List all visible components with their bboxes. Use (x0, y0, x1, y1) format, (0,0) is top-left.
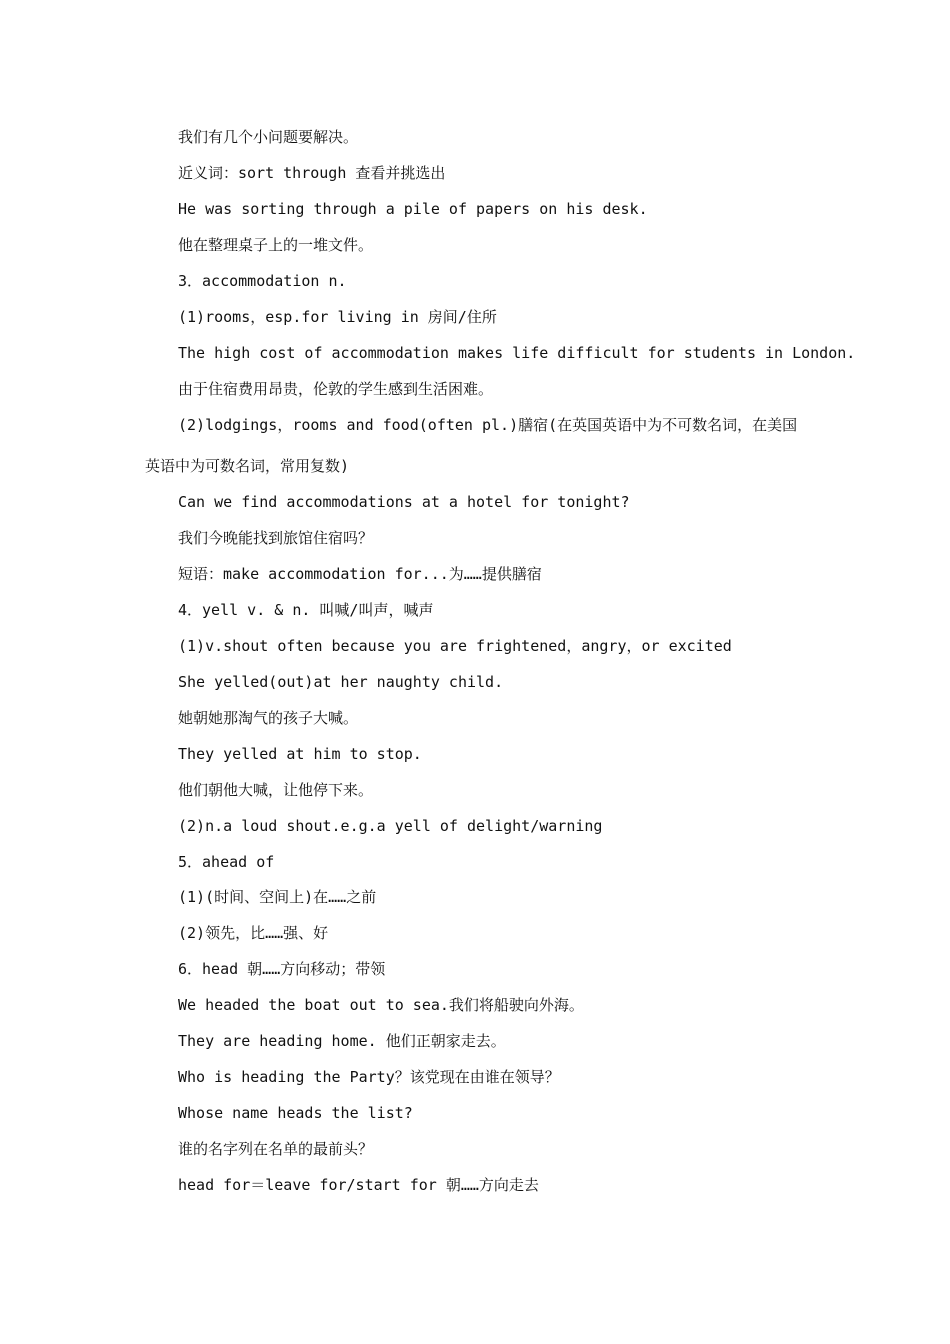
text-line: (2)领先，比……强、好 (178, 924, 329, 942)
text-line: (1)rooms，esp.for living in 房间/住所 (178, 308, 497, 326)
text-line: 由于住宿费用昂贵，伦敦的学生感到生活困难。 (178, 380, 494, 398)
text-line: (2)lodgings，rooms and food(often pl.)膳宿(在英国英语中为不可数名词，在美国 (178, 416, 798, 434)
text-line: Can we find accommodations at a hotel for tonight? (178, 493, 630, 511)
text-line: He was sorting through a pile of papers on his desk. (178, 200, 648, 218)
text-line-continuation: 英语中为可数名词，常用复数) (145, 457, 350, 475)
text-line: Who is heading the Party？该党现在由谁在领导？ (178, 1068, 560, 1086)
text-line: head for＝leave for/start for 朝……方向走去 (178, 1176, 539, 1194)
text-line: 他在整理桌子上的一堆文件。 (178, 236, 374, 254)
text-line: They are heading home. 他们正朝家走去。 (178, 1032, 506, 1050)
text-line: We headed the boat out to sea.我们将船驶向外海。 (178, 996, 584, 1014)
text-line: The high cost of accommodation makes life difficult for students in London. (178, 344, 856, 362)
text-line: Whose name heads the list? (178, 1104, 413, 1122)
section-heading: 6．head 朝……方向移动；带领 (178, 960, 386, 978)
text-line: She yelled(out)at her naughty child. (178, 673, 504, 691)
text-line: 谁的名字列在名单的最前头？ (178, 1140, 374, 1158)
text-line: (2)n.a loud shout.e.g.a yell of delight/warning (178, 817, 603, 835)
text-line: 我们有几个小问题要解决。 (178, 128, 359, 146)
text-line: (1)v.shout often because you are frightened，angry，or excited (178, 637, 732, 655)
text-line: 近义词：sort through 查看并挑选出 (178, 164, 446, 182)
text-line: 短语：make accommodation for...为……提供膳宿 (178, 565, 542, 583)
text-line: (1)(时间、空间上)在……之前 (178, 888, 377, 906)
text-line: 我们今晚能找到旅馆住宿吗？ (178, 529, 374, 547)
text-line: 他们朝他大喊，让他停下来。 (178, 781, 374, 799)
section-heading: 3．accommodation n. (178, 272, 347, 290)
text-line: 她朝她那淘气的孩子大喊。 (178, 709, 359, 727)
text-line: They yelled at him to stop. (178, 745, 422, 763)
section-heading: 4．yell v. & n. 叫喊/叫声，喊声 (178, 601, 434, 619)
section-heading: 5．ahead of (178, 853, 275, 871)
